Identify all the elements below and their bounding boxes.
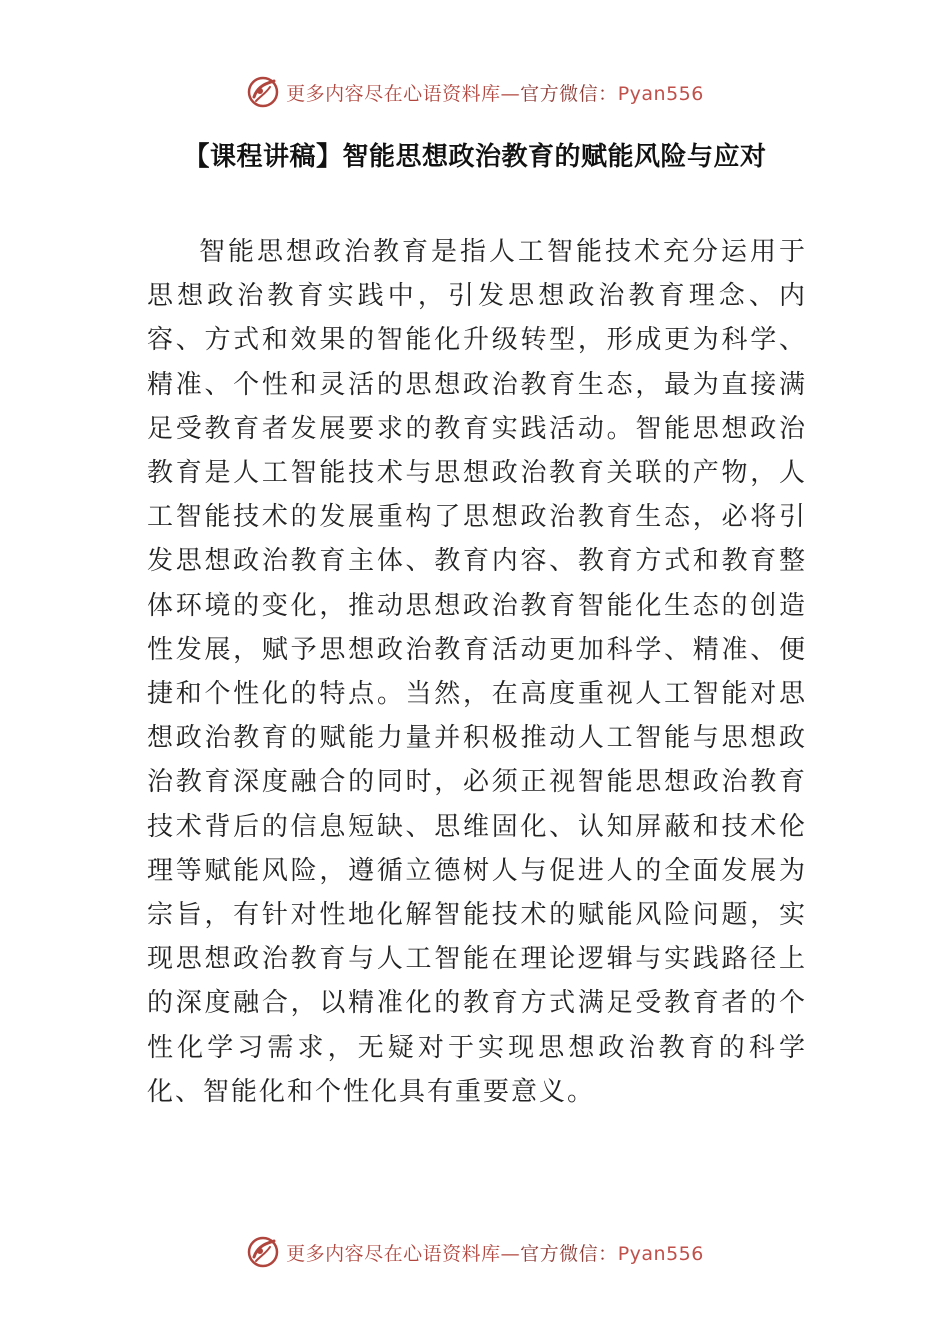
document-paragraph: 智能思想政治教育是指人工智能技术充分运用于思想政治教育实践中，引发思想政治教育理念、内容、方式和效果的智能化升级转型，形成更为科学、精准、个性和灵活的思想政治教育生态，最为直接满足受教育者发展要求的教育实践活动。智能思想政治教育是人工智能技术与思想政治教育关联的产物，人工智能技术的发展重构了思想政治教育生态，必将引发思想政治教育主体、教育内容、教育方式和教育整体环境的变化，推动思想政治教育智能化生态的创造性发展，赋予思想政治教育活动更加科学、精准、便捷和个性化的特点。当然，在高度重视人工智能对思想政治教育的赋能力量并积极推动人工智能与思想政治教育深度融合的同时，必须正视智能思想政治教育技术背后的信息短缺、思维固化、认知屏蔽和技术伦理等赋能风险，遵循立德树人与促进人的全面发展为宗旨，有针对性地化解智能技术的赋能风险问题，实现思想政治教育与人工智能在理论逻辑与实践路径上的深度融合，以精准化的教育方式满足受教育者的个性化学习需求，无疑对于实现思想政治教育的科学化、智能化和个性化具有重要意义。 — [147, 237, 807, 1107]
banner-brand-text: 更多内容尽在心语资料库 — [286, 1242, 501, 1265]
header-banner — [0, 72, 950, 112]
banner-wechat-label: 官方微信： — [520, 1242, 618, 1265]
banner-brand-text: 更多内容尽在心语资料库 — [286, 82, 501, 105]
banner-separator: — — [500, 82, 521, 105]
banner-text — [286, 79, 704, 106]
brand-logo-icon — [246, 75, 280, 109]
banner-wechat-id: Pyan556 — [617, 82, 704, 105]
brand-logo-icon — [246, 1235, 280, 1269]
banner-text — [286, 1239, 704, 1266]
banner-wechat-label: 官方微信： — [520, 82, 618, 105]
banner-wechat-id: Pyan556 — [617, 1242, 704, 1265]
banner-separator: — — [500, 1242, 521, 1265]
footer-banner — [0, 1232, 950, 1272]
document-title: 【课程讲稿】智能思想政治教育的赋能风险与应对 — [183, 142, 767, 172]
